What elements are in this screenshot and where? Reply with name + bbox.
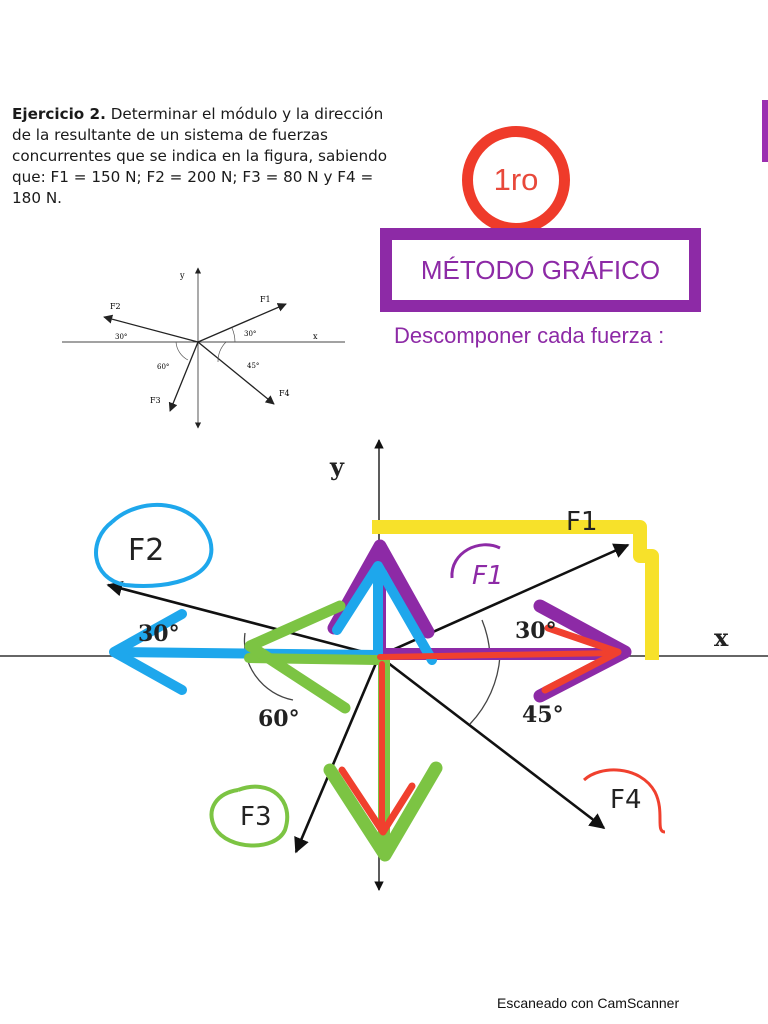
large-angle-arc-45 — [470, 656, 500, 724]
large-f4-label: F4 — [610, 785, 642, 815]
small-f3-vector — [170, 342, 198, 411]
small-angle-f4: 45° — [247, 362, 260, 370]
small-f4-vector — [198, 342, 274, 404]
large-f3-label: F3 — [240, 802, 272, 832]
exercise-label: Ejercicio 2. — [12, 105, 106, 123]
small-angle-arc-30 — [232, 328, 235, 342]
large-f2-label: F2 — [128, 533, 165, 568]
large-angle-f1: 30° — [515, 618, 557, 644]
step-label: 1ro — [493, 162, 539, 197]
f4-x-component — [380, 653, 615, 657]
small-f3-label: F3 — [150, 396, 161, 405]
small-angle-f2: 30° — [115, 333, 128, 341]
large-angle-f4: 45° — [522, 702, 564, 728]
exercise-text: Determinar el módulo y la dirección de la resultante de un sistema de fuerzas concurrentes que se indica en la figura, sabiendo que: F1 = 150 N; F2 = 200 N; F3 = 80 N y F4 = 180 N. — [12, 105, 388, 207]
small-angle-arc-60 — [176, 342, 188, 360]
large-angle-f3: 60° — [258, 706, 300, 732]
small-angle-f1: 30° — [244, 330, 257, 338]
small-angle-f3: 60° — [157, 363, 170, 371]
small-force-diagram — [62, 268, 345, 428]
large-y-label: y — [330, 452, 344, 481]
scanner-watermark: Escaneado con CamScanner — [497, 995, 680, 1011]
method-title: MÉTODO GRÁFICO — [420, 254, 661, 285]
large-f1-label: F1 — [566, 507, 598, 537]
small-f1-vector — [198, 304, 286, 342]
large-force-diagram — [0, 440, 768, 890]
large-x-label: x — [714, 623, 729, 652]
instruction-text: Descomponer cada fuerza : — [394, 323, 665, 348]
small-x-label: x — [313, 332, 318, 341]
small-f2-label: F2 — [110, 302, 121, 311]
f1-handwritten-note: F1 — [472, 561, 504, 591]
small-f4-label: F4 — [279, 389, 290, 398]
large-angle-f2: 30° — [138, 621, 180, 647]
small-f1-label: F1 — [260, 295, 271, 304]
small-y-label: y — [180, 271, 185, 280]
